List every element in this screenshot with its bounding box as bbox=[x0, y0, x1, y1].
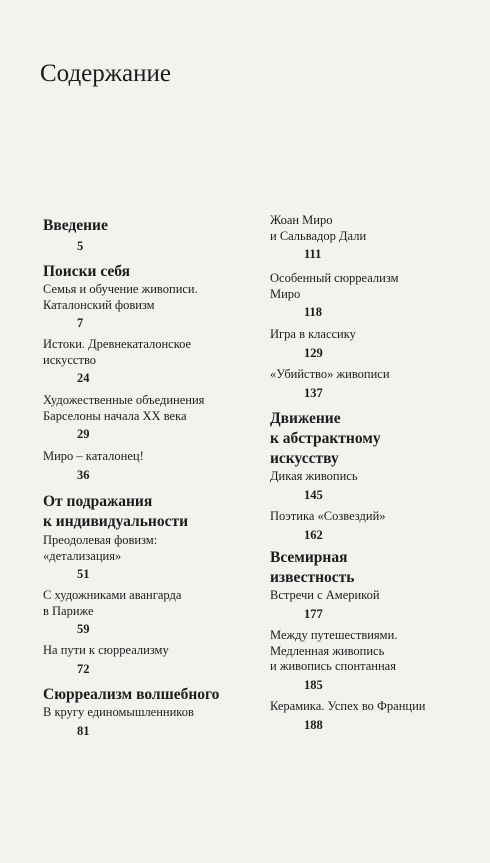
toc-section[interactable] bbox=[43, 492, 188, 532]
entry-title-line: Между путешествиями. bbox=[270, 628, 398, 642]
toc-entry[interactable] bbox=[43, 588, 181, 637]
page-number: 177 bbox=[304, 606, 323, 621]
toc-entry[interactable] bbox=[43, 393, 204, 442]
toc-entry[interactable] bbox=[270, 699, 425, 733]
page-number: 118 bbox=[304, 305, 323, 319]
entry-title-line: «детализация» bbox=[43, 548, 122, 563]
entry-title-line: Дикая живопись bbox=[270, 469, 358, 483]
page-number: 129 bbox=[304, 345, 323, 360]
entry-title-line: В кругу единомышленников bbox=[43, 705, 194, 719]
page-number: 162 bbox=[304, 527, 323, 542]
section-title-line: известность bbox=[270, 569, 355, 586]
page-number: 7 bbox=[77, 316, 84, 330]
page-number: 29 bbox=[77, 427, 90, 441]
toc-entry[interactable] bbox=[270, 588, 380, 622]
toc-entry[interactable] bbox=[43, 643, 169, 677]
entry-title-line: Керамика. Успех во Франции bbox=[270, 699, 426, 713]
entry-title-line: Особенный сюрреализм bbox=[270, 271, 399, 285]
toc-entry[interactable] bbox=[270, 271, 399, 320]
toc-entry[interactable] bbox=[270, 367, 390, 401]
toc-entry[interactable] bbox=[270, 213, 366, 262]
toc-entry[interactable] bbox=[43, 705, 194, 739]
entry-title-line: Миро – каталонец! bbox=[43, 449, 144, 463]
entry-title-line: Миро bbox=[270, 286, 301, 301]
toc-section[interactable] bbox=[270, 409, 381, 469]
entry-title-line: Истоки. Древнекаталонское bbox=[43, 337, 192, 351]
page-number: 24 bbox=[77, 371, 90, 385]
page-title: Содержание bbox=[40, 60, 171, 87]
section-title: Поиски себя bbox=[43, 263, 131, 280]
entry-title-line: искусство bbox=[43, 352, 97, 367]
entry-title-line: Встречи с Америкой bbox=[270, 588, 380, 602]
section-title-line: к абстрактному bbox=[270, 430, 381, 447]
toc-entry[interactable] bbox=[43, 282, 198, 331]
page-number: 188 bbox=[304, 717, 323, 732]
section-title-line: к индивидуальности bbox=[43, 513, 189, 530]
section-title-line: От подражания bbox=[43, 493, 153, 510]
entry-title-line: Семья и обучение живописи. bbox=[43, 282, 198, 296]
page-number: 145 bbox=[304, 487, 323, 502]
entry-title-line: Жоан Миро bbox=[270, 213, 333, 227]
toc-entry[interactable] bbox=[270, 509, 386, 543]
page-number: 5 bbox=[77, 239, 84, 253]
entry-title-line: Поэтика «Созвездий» bbox=[270, 509, 386, 523]
section-title-line: искусству bbox=[270, 450, 339, 467]
toc-entry[interactable] bbox=[43, 533, 157, 582]
entry-title-line: Игра в классику bbox=[270, 327, 356, 341]
entry-title-line: Художественные объединения bbox=[43, 393, 205, 407]
page-number: 111 bbox=[304, 247, 322, 261]
entry-title-line: и живопись спонтанная bbox=[270, 659, 396, 673]
toc-entry[interactable] bbox=[43, 337, 191, 386]
entry-title-line: Каталонский фовизм bbox=[43, 297, 155, 312]
entry-title-line: Преодолевая фовизм: bbox=[43, 533, 158, 547]
page-number: 59 bbox=[77, 622, 90, 636]
toc-section[interactable] bbox=[43, 262, 130, 282]
page-number: 72 bbox=[77, 661, 90, 676]
entry-title-line: С художниками авангарда bbox=[43, 588, 182, 602]
section-title: Сюрреализм волшебного bbox=[43, 686, 220, 703]
entry-title-line: «Убийство» живописи bbox=[270, 367, 390, 381]
entry-title-line: и Сальвадор Дали bbox=[270, 228, 367, 243]
section-title-line: Всемирная bbox=[270, 549, 348, 566]
toc-section[interactable] bbox=[270, 548, 354, 588]
toc-section[interactable] bbox=[43, 216, 108, 254]
toc-entry[interactable] bbox=[43, 449, 144, 483]
entry-title-line: Барселоны начала XX века bbox=[43, 408, 187, 423]
page-number: 36 bbox=[77, 467, 90, 482]
entry-title-line: Медленная живопись bbox=[270, 643, 385, 658]
toc-entry[interactable] bbox=[270, 327, 356, 361]
page-number: 81 bbox=[77, 723, 90, 738]
section-title: Введение bbox=[43, 217, 108, 234]
page-number: 51 bbox=[77, 567, 90, 581]
page-number: 185 bbox=[304, 677, 323, 692]
toc-entry[interactable] bbox=[270, 628, 397, 693]
toc-section[interactable] bbox=[43, 685, 219, 705]
entry-title-line: в Париже bbox=[43, 603, 94, 618]
entry-title-line: На пути к сюрреализму bbox=[43, 643, 169, 657]
section-title-line: Движение bbox=[270, 410, 341, 427]
toc-entry[interactable] bbox=[270, 469, 358, 503]
page-number: 137 bbox=[304, 385, 323, 400]
